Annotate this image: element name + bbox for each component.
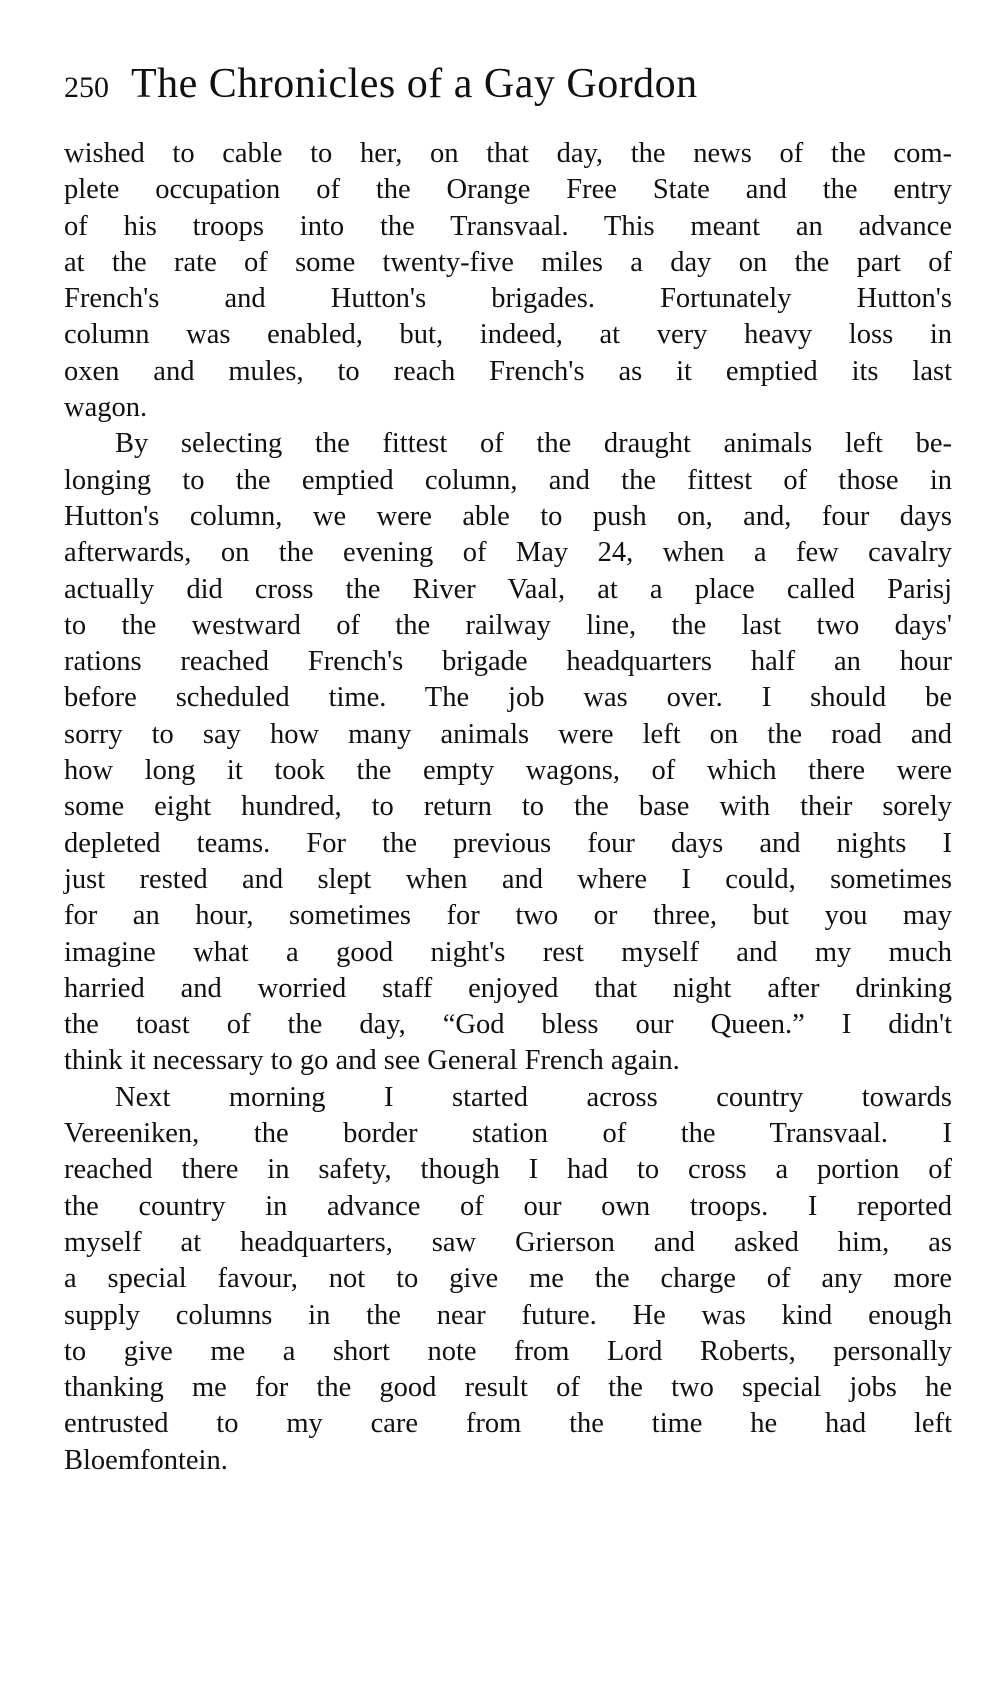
text-line: for an hour, sometimes for two or three, but you may (64, 900, 952, 932)
text-line: a special favour, not to give me the charge of any more (64, 1263, 952, 1295)
text-line: Bloemfontein. (64, 1444, 228, 1476)
text-line: think it necessary to go and see General French again. (64, 1045, 680, 1077)
running-title: The Chronicles of a Gay Gordon (131, 61, 698, 107)
text-line: before scheduled time. The job was over. I should be (64, 682, 952, 714)
text-line: oxen and mules, to reach French's as it emptied its last (64, 355, 952, 387)
text-line: sorry to say how many animals were left on the road and (64, 718, 952, 750)
text-line: rations reached French's brigade headquarters half an hour (64, 646, 952, 678)
text-line: to give me a short note from Lord Roberts, personally (64, 1335, 952, 1367)
text-line: wished to cable to her, on that day, the news of the com- (64, 138, 952, 169)
text-line: Vereeniken, the border station of the Transvaal. I (64, 1118, 952, 1150)
text-line: the country in advance of our own troops. I reported (64, 1190, 952, 1222)
text-line: to the westward of the railway line, the last two days' (64, 609, 952, 641)
page-number: 250 (64, 71, 109, 104)
text-line: how long it took the empty wagons, of which there were (64, 755, 952, 787)
text-line: the toast of the day, “God bless our Queen.” I didn't (64, 1009, 952, 1041)
text-line: actually did cross the River Vaal, at a place called Parisj (64, 573, 952, 605)
text-line: depleted teams. For the previous four days and nights I (64, 827, 952, 859)
text-line: Hutton's column, we were able to push on, and, four days (64, 500, 952, 532)
text-line: Next morning I started across country towards (115, 1081, 952, 1113)
text-line: column was enabled, but, indeed, at very heavy loss in (64, 319, 952, 351)
text-line: at the rate of some twenty-five miles a day on the part of (64, 246, 952, 278)
text-line: plete occupation of the Orange Free State and the entry (64, 174, 952, 206)
text-line: French's and Hutton's brigades. Fortunately Hutton's (64, 283, 952, 315)
book-page (64, 60, 952, 1479)
text-line: some eight hundred, to return to the base with their sorely (64, 791, 952, 823)
text-line: longing to the emptied column, and the fittest of those in (64, 464, 952, 496)
text-line: wagon. (64, 392, 148, 424)
text-line: reached there in safety, though I had to cross a portion of (64, 1154, 952, 1186)
text-line: imagine what a good night's rest myself and my much (64, 936, 952, 968)
text-line: supply columns in the near future. He was kind enough (64, 1299, 952, 1331)
text-line: just rested and slept when and where I could, sometimes (64, 863, 952, 895)
text-line: myself at headquarters, saw Grierson and asked him, as (64, 1226, 952, 1258)
text-line: afterwards, on the evening of May 24, when a few cavalry (64, 537, 952, 569)
text-line: entrusted to my care from the time he had left (64, 1408, 952, 1440)
text-line: harried and worried staff enjoyed that night after drinking (64, 972, 952, 1004)
running-header (64, 60, 952, 122)
body-text (64, 136, 952, 1479)
text-line: By selecting the fittest of the draught animals left be- (115, 428, 952, 460)
text-line: of his troops into the Transvaal. This meant an advance (64, 210, 952, 242)
text-line: thanking me for the good result of the two special jobs he (64, 1372, 952, 1404)
